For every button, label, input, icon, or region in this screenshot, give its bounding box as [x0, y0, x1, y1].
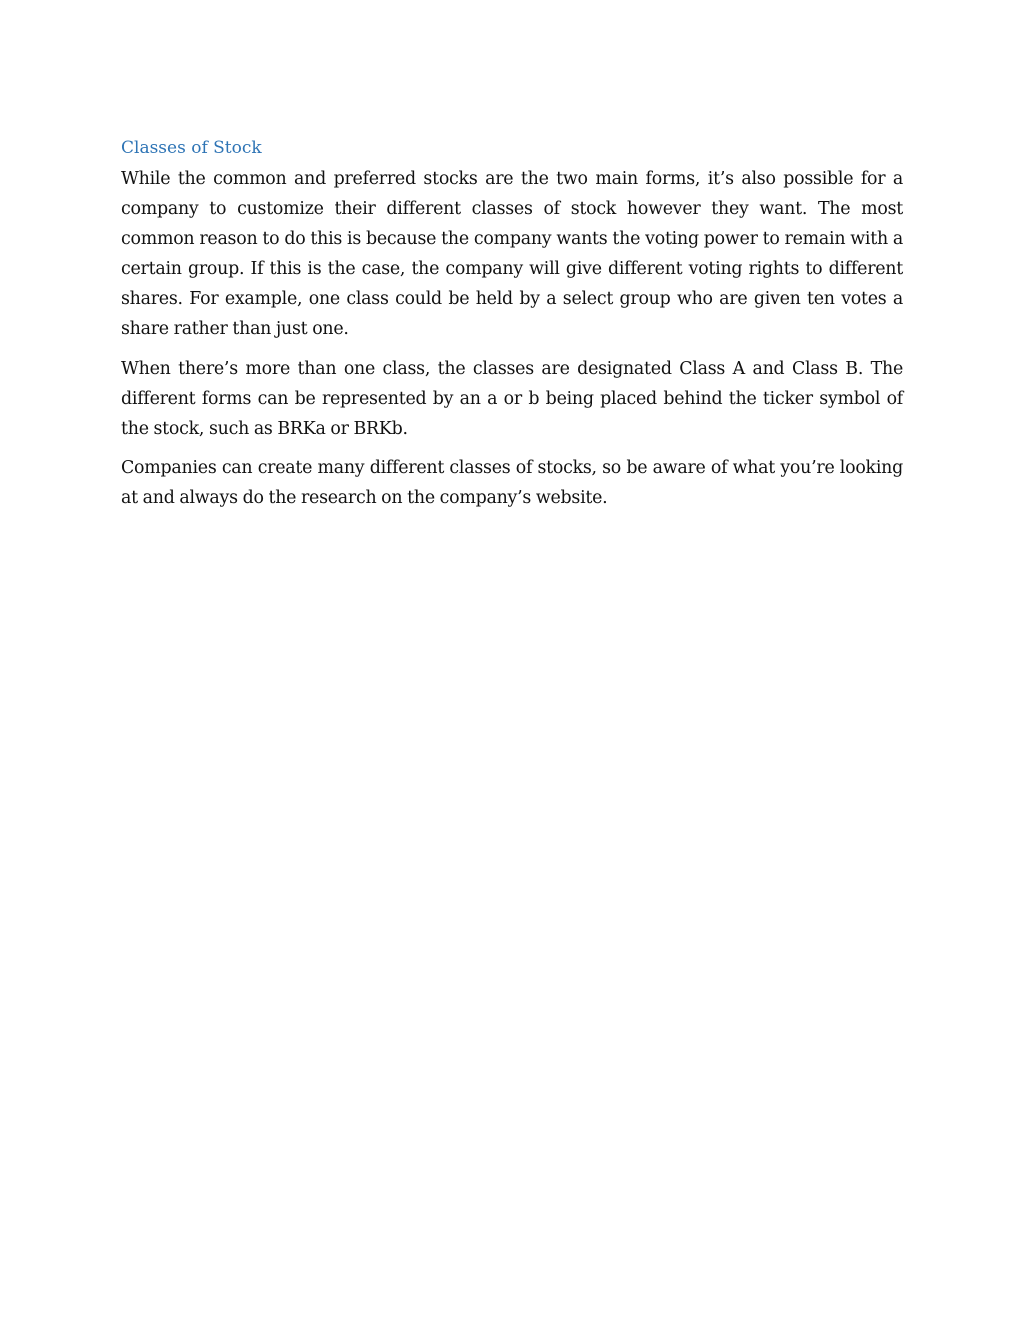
document-body — [121, 134, 903, 522]
paragraph-research-advice: Companies can create many different classes of stocks, so be aware of what you’re looking at and always do the research on the company’s website. — [121, 457, 903, 508]
paragraph-class-designation: When there’s more than one class, the classes are designated Class A and Class B. The different forms can be represented by an a or b being placed behind the ticker symbol of the stock, such as BRKa or BRKb. — [121, 358, 903, 439]
paragraph-voting-rights: While the common and preferred stocks are the two main forms, it’s also possible for a company to customize their different classes of stock however they want. The most common reason to do this is because the company wants the voting power to remain with a certain group. If this is the case, the company will give different voting rights to different shares. For example, one class could be held by a select group who are given ten votes a share rather than just one. — [121, 169, 903, 340]
section-heading: Classes of Stock — [121, 138, 262, 158]
